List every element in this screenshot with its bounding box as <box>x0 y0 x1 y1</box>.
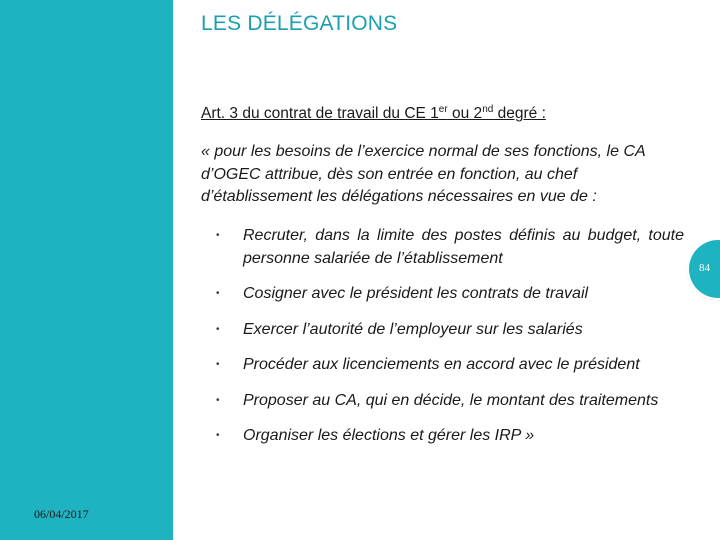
slide-date: 06/04/2017 <box>34 507 89 521</box>
bullet-icon: • <box>216 359 220 370</box>
list-item-text: Cosigner avec le président les contrats de travail <box>243 285 589 302</box>
list-item <box>216 319 684 342</box>
bullet-icon: • <box>216 323 220 335</box>
article-sup-first: er <box>438 104 448 115</box>
delegations-list <box>216 225 684 448</box>
list-item <box>216 390 684 413</box>
article-heading-end: degré : <box>493 105 546 122</box>
list-item <box>216 354 684 377</box>
page-number: 84 <box>699 262 710 274</box>
bullet-icon: • <box>216 230 220 241</box>
list-item-text: Proposer au CA, qui en décide, le montant des traitements <box>243 391 659 409</box>
article-heading-mid: ou 2 <box>447 105 483 122</box>
list-item <box>216 283 684 306</box>
list-item <box>216 225 684 270</box>
intro-paragraph: « pour les besoins de l’exercice normal de ses fonctions, le CA d’OGEC attribue, dès son entrée en fonction, au chef d’établissement les délégations nécessaires en vue de : <box>201 143 646 205</box>
bullet-icon: • <box>216 394 220 406</box>
list-item-text: Exercer l’autorité de l’employeur sur les salariés <box>243 320 583 338</box>
list-item-text: Procéder aux licenciements en accord avec le président <box>243 356 640 373</box>
bullet-icon: • <box>216 430 220 441</box>
article-heading <box>201 105 546 123</box>
sidebar-accent-band <box>0 0 173 540</box>
list-item-text: Recruter, dans la limite des postes définis au budget, toute personne salariée de l’établissement <box>243 227 684 267</box>
list-item-text: Organiser les élections et gérer les IRP » <box>243 427 535 444</box>
slide-title: LES DÉLÉGATIONS <box>201 12 398 35</box>
list-item <box>216 425 684 448</box>
article-sup-second: nd <box>482 104 494 115</box>
article-heading-main: Art. 3 du contrat de travail du CE 1 <box>201 105 439 122</box>
bullet-icon: • <box>216 288 220 299</box>
